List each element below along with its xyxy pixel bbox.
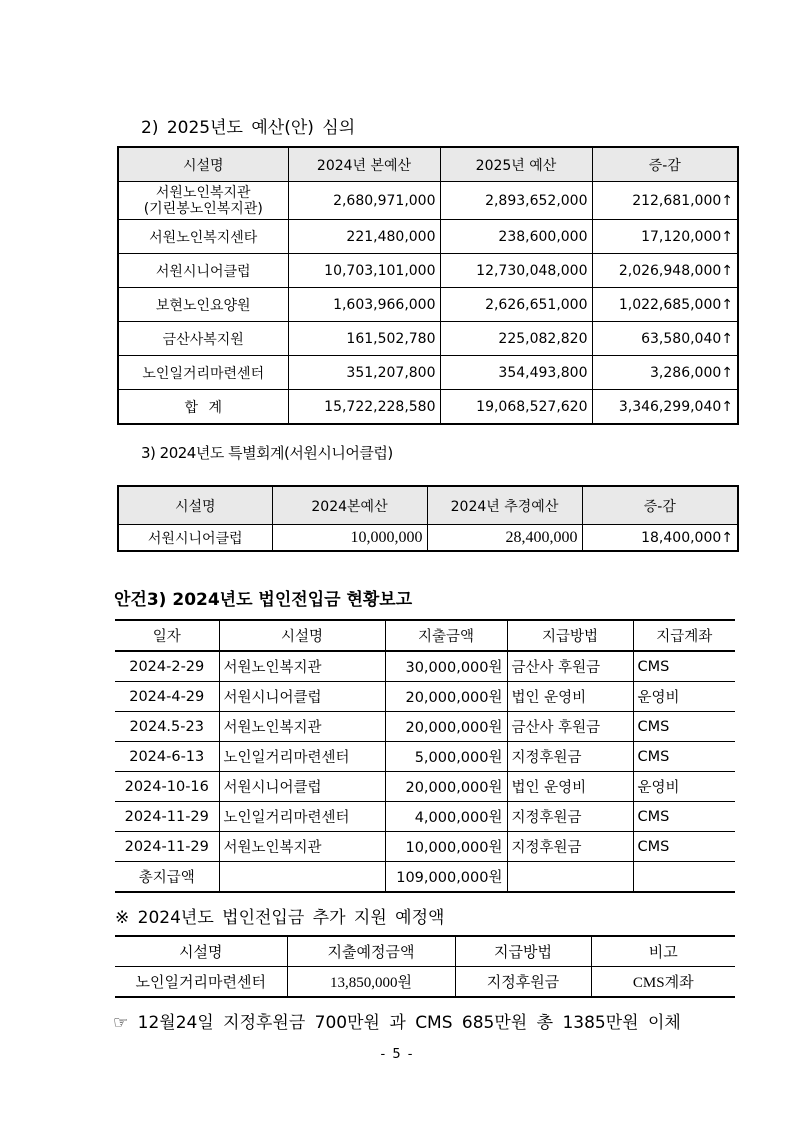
total-label: 총지급액 [115, 862, 219, 893]
facility: 노인일거리마련센터 [219, 742, 385, 772]
facility: 노인일거리마련센터 [219, 802, 385, 832]
amount: 4,000,000원 [385, 802, 507, 832]
budget-2024-value: 2,680,971,000 [288, 182, 440, 220]
header-change: 증-감 [592, 147, 738, 182]
date: 2024.5-23 [115, 712, 219, 742]
date: 2024-11-29 [115, 832, 219, 862]
empty-cell [219, 862, 385, 893]
change-value: 18,400,000↑ [582, 525, 738, 552]
header-account: 지급계좌 [633, 620, 735, 651]
method: 금산사 후원금 [507, 712, 633, 742]
header-planned-amount: 지출예정금액 [287, 936, 455, 967]
table-row [115, 832, 735, 862]
header-method: 지급방법 [455, 936, 591, 967]
additional-support-table [115, 935, 735, 998]
header-supp-budget: 2024년 추경예산 [427, 486, 582, 525]
change-value: 63,580,040↑ [592, 322, 738, 356]
total-row [118, 390, 738, 425]
table-row [115, 651, 735, 682]
account: 운영비 [633, 772, 735, 802]
header-change: 증-감 [582, 486, 738, 525]
agenda-title: 안건3) 2024년도 법인전입금 현황보고 [114, 590, 413, 610]
additional-title: ※ 2024년도 법인전입금 추가 지원 예정액 [115, 908, 445, 928]
change-value: 2,026,948,000↑ [592, 254, 738, 288]
total-row [115, 862, 735, 893]
header-budget-2025: 2025년 예산 [440, 147, 592, 182]
budget-2024-value: 1,603,966,000 [288, 288, 440, 322]
total-amount: 109,000,000원 [385, 862, 507, 893]
amount: 20,000,000원 [385, 712, 507, 742]
empty-cell [507, 862, 633, 893]
change-value: 212,681,000↑ [592, 182, 738, 220]
budget-2024-value: 161,502,780 [288, 322, 440, 356]
method: 지정후원금 [455, 967, 591, 998]
date: 2024-10-16 [115, 772, 219, 802]
budget-2025-value: 354,493,800 [440, 356, 592, 390]
table-row [115, 967, 735, 998]
amount: 30,000,000원 [385, 651, 507, 682]
supp-budget-value: 28,400,000 [427, 525, 582, 552]
header-facility: 시설명 [115, 936, 287, 967]
change-value: 3,286,000↑ [592, 356, 738, 390]
table-row [115, 712, 735, 742]
method: 지정후원금 [507, 832, 633, 862]
special-account-table [117, 485, 739, 552]
budget-2025-value: 2,626,651,000 [440, 288, 592, 322]
table-row [118, 525, 738, 552]
account: CMS [633, 742, 735, 772]
facility-name: 서원노인복지관 (기린봉노인복지관) [118, 182, 288, 220]
header-facility: 시설명 [118, 486, 272, 525]
section2-title: 2) 2025년도 예산(안) 심의 [141, 118, 356, 138]
account: CMS [633, 712, 735, 742]
date: 2024-4-29 [115, 682, 219, 712]
table-row [118, 254, 738, 288]
budget-2025-table [117, 146, 739, 425]
table-row [118, 182, 738, 220]
account: CMS [633, 802, 735, 832]
table-row [118, 220, 738, 254]
header-facility: 시설명 [118, 147, 288, 182]
amount: 20,000,000원 [385, 772, 507, 802]
account: CMS [633, 651, 735, 682]
facility: 서원시니어클럽 [219, 772, 385, 802]
header-date: 일자 [115, 620, 219, 651]
facility-name: 서원노인복지센타 [118, 220, 288, 254]
planned-amount: 13,850,000원 [287, 967, 455, 998]
facility: 서원시니어클럽 [219, 682, 385, 712]
table-row [115, 772, 735, 802]
page-number: - 5 - [380, 1047, 413, 1062]
budget-2024-value: 351,207,800 [288, 356, 440, 390]
account: CMS [633, 832, 735, 862]
facility: 노인일거리마련센터 [115, 967, 287, 998]
total-change: 3,346,299,040↑ [592, 390, 738, 425]
total-budget-2025: 19,068,527,620 [440, 390, 592, 425]
amount: 10,000,000원 [385, 832, 507, 862]
section3-title: 3) 2024년도 특별회계(서원시니어클럽) [141, 444, 393, 462]
amount: 5,000,000원 [385, 742, 507, 772]
method: 법인 운영비 [507, 682, 633, 712]
main-budget-value: 10,000,000 [272, 525, 427, 552]
header-method: 지급방법 [507, 620, 633, 651]
header-note: 비고 [591, 936, 735, 967]
transfer-note: ☞ 12월24일 지정후원금 700만원 과 CMS 685만원 총 1385만원 이체 [113, 1013, 681, 1033]
header-facility: 시설명 [219, 620, 385, 651]
header-budget-2024: 2024년 본예산 [288, 147, 440, 182]
facility: 서원노인복지관 [219, 832, 385, 862]
facility-name: 서원시니어클럽 [118, 254, 288, 288]
budget-2024-value: 221,480,000 [288, 220, 440, 254]
facility: 서원노인복지관 [219, 712, 385, 742]
amount: 20,000,000원 [385, 682, 507, 712]
facility-name: 노인일거리마련센터 [118, 356, 288, 390]
corporate-transfer-table [115, 619, 735, 893]
change-value: 17,120,000↑ [592, 220, 738, 254]
date: 2024-11-29 [115, 802, 219, 832]
table-row [115, 802, 735, 832]
method: 지정후원금 [507, 802, 633, 832]
budget-2025-value: 225,082,820 [440, 322, 592, 356]
method: 금산사 후원금 [507, 651, 633, 682]
budget-2024-value: 10,703,101,000 [288, 254, 440, 288]
method: 법인 운영비 [507, 772, 633, 802]
method: 지정후원금 [507, 742, 633, 772]
table-row [118, 356, 738, 390]
facility-name: 서원시니어클럽 [118, 525, 272, 552]
date: 2024-6-13 [115, 742, 219, 772]
table-row [118, 322, 738, 356]
total-label: 합 계 [118, 390, 288, 425]
facility-name: 금산사복지원 [118, 322, 288, 356]
note: CMS계좌 [591, 967, 735, 998]
change-value: 1,022,685,000↑ [592, 288, 738, 322]
header-amount: 지출금액 [385, 620, 507, 651]
table-row [115, 682, 735, 712]
account: 운영비 [633, 682, 735, 712]
total-budget-2024: 15,722,228,580 [288, 390, 440, 425]
budget-2025-value: 2,893,652,000 [440, 182, 592, 220]
facility: 서원노인복지관 [219, 651, 385, 682]
facility-name: 보현노인요양원 [118, 288, 288, 322]
table-row [118, 288, 738, 322]
budget-2025-value: 12,730,048,000 [440, 254, 592, 288]
date: 2024-2-29 [115, 651, 219, 682]
table-row [115, 742, 735, 772]
header-main-budget: 2024본예산 [272, 486, 427, 525]
empty-cell [633, 862, 735, 893]
budget-2025-value: 238,600,000 [440, 220, 592, 254]
